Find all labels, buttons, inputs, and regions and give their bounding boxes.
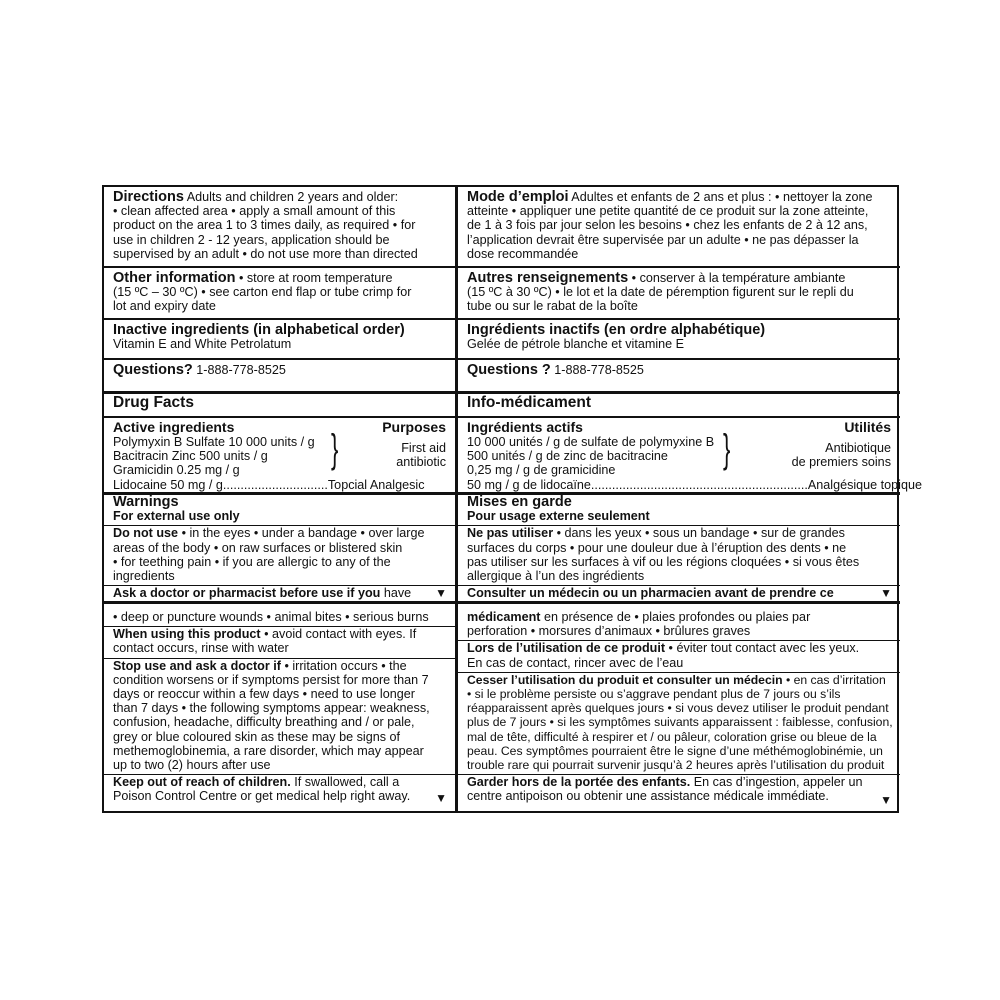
- ingredient-line: 500 unités / g de zinc de bacitracine: [467, 449, 668, 464]
- autres-renseignements-line: tube ou sur le rabat de la boîte: [467, 299, 638, 314]
- other-information-heading: Other information: [113, 270, 236, 286]
- purposes-heading: Purposes: [382, 419, 446, 435]
- directions-line: supervised by an adult • do not use more than directed: [113, 246, 418, 261]
- ingredient-line: Gramicidin 0.25 mg / g: [113, 463, 240, 478]
- consulter-label: Consulter un médecin ou un pharmacien avant de prendre ce: [467, 586, 834, 601]
- autres-renseignements-section: [458, 268, 900, 320]
- ingredient-line: Lidocaine 50 mg / g: [113, 478, 223, 492]
- ask-doctor-label: Ask a doctor or pharmacist before use if you: [113, 586, 381, 601]
- purpose-text: [396, 441, 446, 469]
- drug-facts-title-section: [104, 394, 455, 418]
- stop-use-line: condition worsens or if symptoms persist for more than 7: [113, 672, 429, 687]
- ingredients-actifs-section: [458, 418, 922, 495]
- ingredients-inactifs-section: [458, 320, 900, 360]
- autres-renseignements-heading: Autres renseignements: [467, 270, 629, 286]
- questions-heading: Questions?: [113, 362, 193, 378]
- ask-doctor-tail: have: [380, 586, 412, 601]
- mode-emploi-section: [458, 187, 900, 268]
- autres-renseignements-line: (15 ºC à 30 ºC) • le lot et la date de péremption figurent sur le repli du: [467, 285, 854, 300]
- warnings-heading: Warnings: [113, 494, 179, 510]
- cesser-line: trouble rare qui pourrait survenir jusqu’à 2 heures après l’utilisation du produit: [467, 758, 885, 773]
- directions-line: use in children 2 - 12 years, application should be: [113, 232, 390, 247]
- other-information-line: (15 ºC – 30 ºC) • see carton end flap or tube crimp for: [113, 285, 412, 300]
- keep-out-text: If swallowed, call a: [290, 775, 400, 790]
- do-not-use-line: areas of the body • on raw surfaces or blistered skin: [113, 540, 403, 555]
- purpose-line: First aid: [401, 441, 446, 455]
- cesser-line: peau. Ces symptômes pourraient être le signe d’une méthémoglobinémie, un: [467, 743, 883, 758]
- info-medicament-title-section: [458, 394, 900, 418]
- active-ingredients-heading: Active ingredients: [113, 419, 235, 435]
- when-using-label: When using this product: [113, 627, 261, 642]
- stop-use-line: grey or blue coloured skin as these may be signs of: [113, 729, 401, 744]
- utilites-heading: Utilités: [844, 419, 891, 435]
- active-ingredients-section: [104, 418, 455, 495]
- stop-use-line: methemoglobinemia, a rare disorder, which may appear: [113, 743, 424, 758]
- questions-fr-heading: Questions ?: [467, 362, 551, 378]
- continued-line: • deep or puncture wounds • animal bites • serious burns: [113, 610, 429, 624]
- french-column: [455, 187, 922, 811]
- garder-label: Garder hors de la portée des enfants.: [467, 775, 691, 790]
- continue-arrow-icon: ▼: [880, 793, 892, 808]
- purpose-line: Topcial Analgesic: [327, 478, 425, 492]
- mode-emploi-line: l’application devrait être supervisée par un adulte • ne pas dépasser la: [467, 232, 859, 247]
- lors-utilisation-text: • éviter tout contact avec les yeux.: [665, 641, 860, 656]
- last-ingredient-row: [113, 478, 446, 492]
- mode-emploi-line: atteinte • appliquer une petite quantité de ce produit sur la zone atteinte,: [467, 204, 869, 219]
- warnings-subheading: For external use only: [113, 509, 240, 524]
- brace-icon: }: [331, 427, 339, 471]
- warnings-continued-section: [104, 604, 455, 811]
- other-information-section: [104, 268, 455, 320]
- cesser-line: plus de 7 jours • si les symptômes suivants apparaissent : faiblesse, confusion,: [467, 715, 893, 730]
- utilites-text: [792, 441, 891, 469]
- inactive-ingredients-heading: Inactive ingredients (in alphabetical order): [113, 322, 405, 338]
- do-not-use-line: • for teething pain • if you are allergic to any of the: [113, 554, 391, 569]
- leader-dots: ..............................................................: [590, 478, 808, 492]
- ingredients-inactifs-heading: Ingrédients inactifs (en ordre alphabétique): [467, 322, 766, 338]
- do-not-use-line: ingredients: [113, 569, 175, 584]
- autres-renseignements-text: • conserver à la température ambiante: [628, 271, 846, 285]
- questions-fr-phone: 1-888-778-8525: [550, 363, 644, 377]
- ingredients-actifs-heading: Ingrédients actifs: [467, 419, 583, 435]
- medicament-text: en présence de • plaies profondes ou plaies par: [540, 610, 811, 624]
- stop-use-text: • irritation occurs • the: [280, 658, 407, 673]
- purpose-line: antibiotic: [396, 455, 446, 469]
- garder-line: centre antipoison ou obtenir une assistance médicale immédiate.: [467, 789, 829, 804]
- stop-use-line: up to two (2) hours after use: [113, 758, 271, 773]
- questions-section: [104, 360, 455, 394]
- when-using-line: contact occurs, rinse with water: [113, 641, 289, 656]
- inactive-ingredients-text: Vitamin E and White Petrolatum: [113, 337, 292, 352]
- ingredient-line: Bacitracin Zinc 500 units / g: [113, 449, 268, 464]
- other-information-line: lot and expiry date: [113, 299, 216, 314]
- questions-phone: 1-888-778-8525: [192, 363, 286, 377]
- mises-en-garde-heading: Mises en garde: [467, 494, 572, 510]
- english-column: [104, 187, 455, 811]
- directions-text: Adults and children 2 years and older:: [183, 190, 399, 204]
- drug-facts-title: Drug Facts: [113, 394, 194, 411]
- mode-emploi-line: dose recommandée: [467, 246, 579, 261]
- cesser-line: réapparaissent après quelques jours • si vous devez utiliser le produit pendant: [467, 701, 889, 716]
- info-medicament-title: Info-médicament: [467, 394, 592, 411]
- cesser-text: • en cas d’irritation: [782, 672, 886, 687]
- keep-out-label: Keep out of reach of children.: [113, 775, 291, 790]
- stop-use-line: days or reoccur within a few days • need to use longer: [113, 687, 415, 702]
- cesser-label: Cesser l’utilisation du produit et consulter un médecin: [467, 672, 783, 687]
- directions-line: product on the area 1 to 3 times daily, as required • for: [113, 218, 416, 233]
- purpose-line: Antibiotique: [825, 441, 891, 455]
- directions-line: • clean affected area • apply a small amount of this: [113, 204, 396, 219]
- do-not-use-text: • in the eyes • under a bandage • over large: [178, 526, 425, 541]
- other-information-text: • store at room temperature: [235, 271, 393, 285]
- ingredients-inactifs-text: Gelée de pétrole blanche et vitamine E: [467, 337, 685, 352]
- when-using-text: • avoid contact with eyes. If: [260, 627, 417, 642]
- mode-emploi-line: de 1 à 3 fois par jour selon les besoins • chez les enfants de 2 à 12 ans,: [467, 218, 868, 233]
- mises-en-garde-continued-section: [458, 604, 900, 811]
- questions-fr-section: [458, 360, 900, 394]
- drug-facts-label: [102, 185, 922, 813]
- ne-pas-utiliser-line: pas utiliser sur les surfaces à vif ou les régions cloquées • si vous êtes: [467, 554, 860, 569]
- directions-heading: Directions: [113, 189, 184, 205]
- purpose-line: de premiers soins: [791, 455, 891, 469]
- continue-arrow-icon: ▼: [880, 586, 892, 601]
- warnings-section: [104, 495, 455, 604]
- do-not-use-label: Do not use: [113, 526, 179, 541]
- purpose-line: Analgésique topique: [807, 478, 922, 492]
- mode-emploi-heading: Mode d’emploi: [467, 189, 569, 205]
- ne-pas-utiliser-label: Ne pas utiliser: [467, 526, 554, 541]
- stop-use-line: confusion, headache, difficulty breathing and / or pale,: [113, 715, 415, 730]
- last-ingredient-row: [467, 478, 922, 492]
- inactive-ingredients-section: [104, 320, 455, 360]
- ingredient-line: 10 000 unités / g de sulfate de polymyxine B: [467, 435, 715, 449]
- garder-text: En cas d’ingestion, appeler un: [690, 775, 863, 790]
- ne-pas-utiliser-text: • dans les yeux • sous un bandage • sur de grandes: [553, 526, 845, 541]
- mode-emploi-text: Adultes et enfants de 2 ans et plus : • nettoyer la zone: [568, 190, 873, 204]
- ingredient-line: 0,25 mg / g de gramicidine: [467, 463, 616, 478]
- brace-icon: }: [723, 427, 731, 471]
- keep-out-line: Poison Control Centre or get medical help right away.: [113, 789, 411, 804]
- ne-pas-utiliser-line: allergique à l’un des ingrédients: [467, 569, 645, 584]
- cesser-line: mal de tête, difficulté à respirer et / ou pâleur, coloration grise ou bleue de la: [467, 729, 877, 744]
- continue-arrow-icon: ▼: [435, 586, 447, 601]
- cesser-line: • si le problème persiste ou s’aggrave pendant plus de 7 jours ou s’ils: [467, 687, 841, 702]
- ne-pas-utiliser-line: surfaces du corps • pour une douleur due à l’éruption des dents • ne: [467, 540, 847, 555]
- lors-utilisation-line: En cas de contact, rincer avec de l’eau: [467, 655, 684, 670]
- directions-section: [104, 187, 455, 268]
- ingredient-line: Polymyxin B Sulfate 10 000 units / g: [113, 435, 315, 449]
- medicament-label: médicament: [467, 610, 541, 624]
- leader-dots: ..............................: [222, 478, 328, 492]
- mises-en-garde-section: [458, 495, 900, 604]
- continue-arrow-icon: ▼: [435, 791, 447, 806]
- stop-use-line: than 7 days • the following symptoms appear: weakness,: [113, 701, 430, 716]
- lors-utilisation-label: Lors de l’utilisation de ce produit: [467, 641, 666, 656]
- ingredient-line: 50 mg / g de lidocaïne: [467, 478, 591, 492]
- medicament-line: perforation • morsures d’animaux • brûlures graves: [467, 624, 751, 639]
- mises-en-garde-subheading: Pour usage externe seulement: [467, 509, 650, 524]
- stop-use-label: Stop use and ask a doctor if: [113, 658, 281, 673]
